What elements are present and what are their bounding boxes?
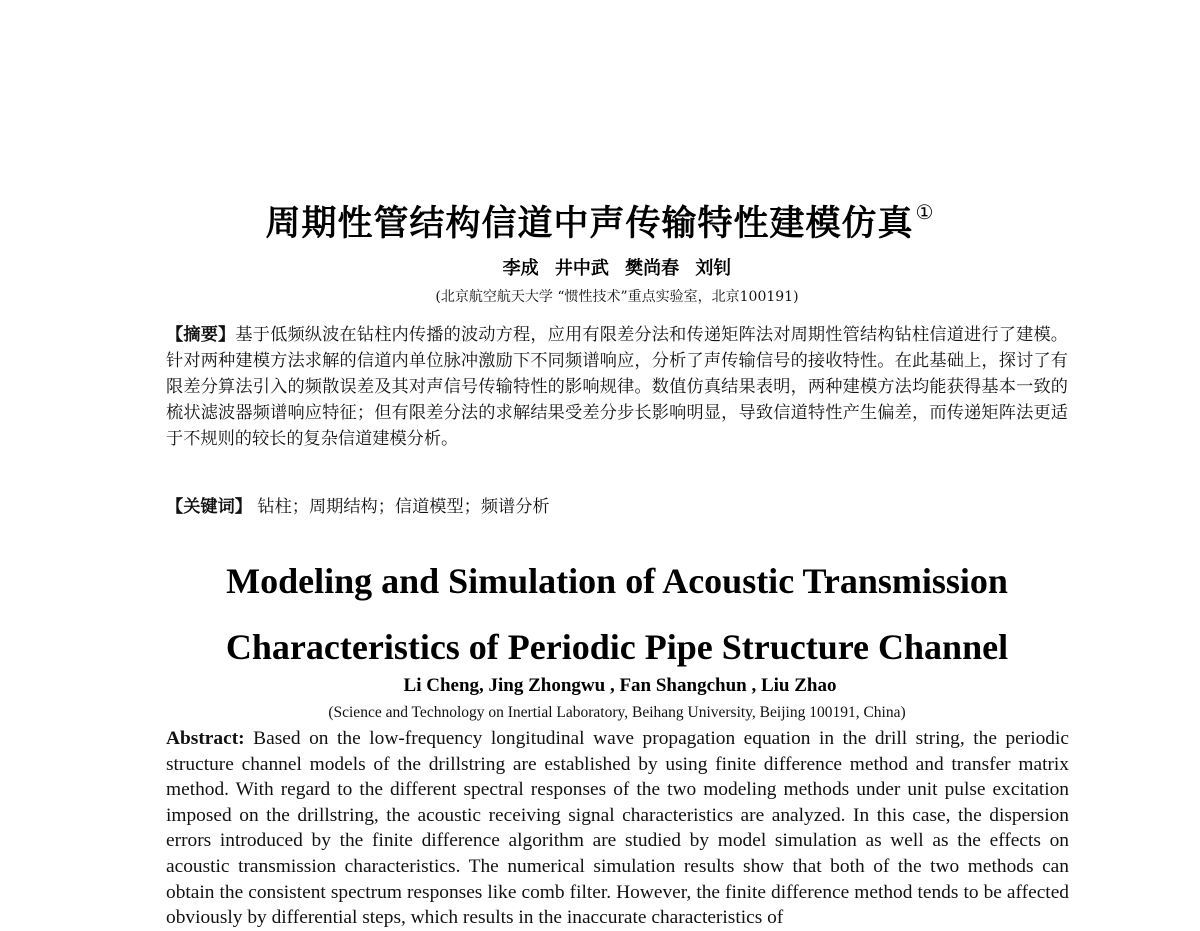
- footnote-mark: ①: [915, 200, 935, 224]
- chinese-title-text: 周期性管结构信道中声传输特性建模仿真: [265, 204, 914, 244]
- english-title-line-2: Characteristics of Periodic Pipe Structure Channel: [225, 627, 1009, 667]
- english-affiliation: (Science and Technology on Inertial Laboratory, Beihang University, Beijing 100191, China): [328, 704, 906, 721]
- chinese-abstract: [166, 322, 1068, 452]
- chinese-keywords: [166, 494, 1068, 520]
- english-abstract: [166, 726, 1069, 931]
- chinese-title: [0, 196, 1200, 246]
- english-abstract-text: Based on the low-frequency longitudinal wave propagation equation in the drill string, the periodic structure channel models of the drillstring are established by using finite difference method and transfer matrix method. With regard to the different spectral responses of the two modeling methods under unit pulse excitation imposed on the drillstring, the acoustic receiving signal characteristics are analyzed. In this case, the dispersion errors introduced by the finite difference algorithm are studied by model simulation as well as the effects on acoustic transmission characteristics. The numerical simulation results show that both of the two methods can obtain the consistent spectrum responses like comb filter. However, the finite difference method tends to be affected obviously by differential steps, which results in the inaccurate characteristics of: [166, 728, 1069, 929]
- english-title: [0, 548, 1200, 680]
- english-title-line-1: Modeling and Simulation of Acoustic Transmission: [226, 561, 1008, 601]
- chinese-affiliation: (北京航空航天大学 “惯性技术”重点实验室，北京100191): [435, 289, 799, 305]
- chinese-keywords-label: 【关键词】: [166, 497, 252, 517]
- chinese-keywords-text: 钻柱；周期结构；信道模型；频谱分析: [257, 497, 550, 517]
- chinese-abstract-text: 基于低频纵波在钻柱内传播的波动方程，应用有限差分法和传递矩阵法对周期性管结构钻柱信道进行了建模。针对两种建模方法求解的信道内单位脉冲激励下不同频谱响应，分析了声传输信号的接收特性。在此基础上，探讨了有限差分算法引入的频散误差及其对声信号传输特性的影响规律。数值仿真结果表明，两种建模方法均能获得基本一致的梳状滤波器频谱响应特征；但有限差分法的求解结果受差分步长影响明显，导致信道特性产生偏差，而传递矩阵法更适于不规则的较长的复杂信道建模分析。: [166, 325, 1068, 449]
- chinese-authors: 李成 井中武 樊尚春 刘钊: [502, 258, 732, 279]
- chinese-abstract-label: 【摘要】: [166, 325, 236, 345]
- english-abstract-label: Abstract:: [166, 728, 245, 749]
- english-authors: Li Cheng, Jing Zhongwu , Fan Shangchun , Liu Zhao: [403, 675, 837, 696]
